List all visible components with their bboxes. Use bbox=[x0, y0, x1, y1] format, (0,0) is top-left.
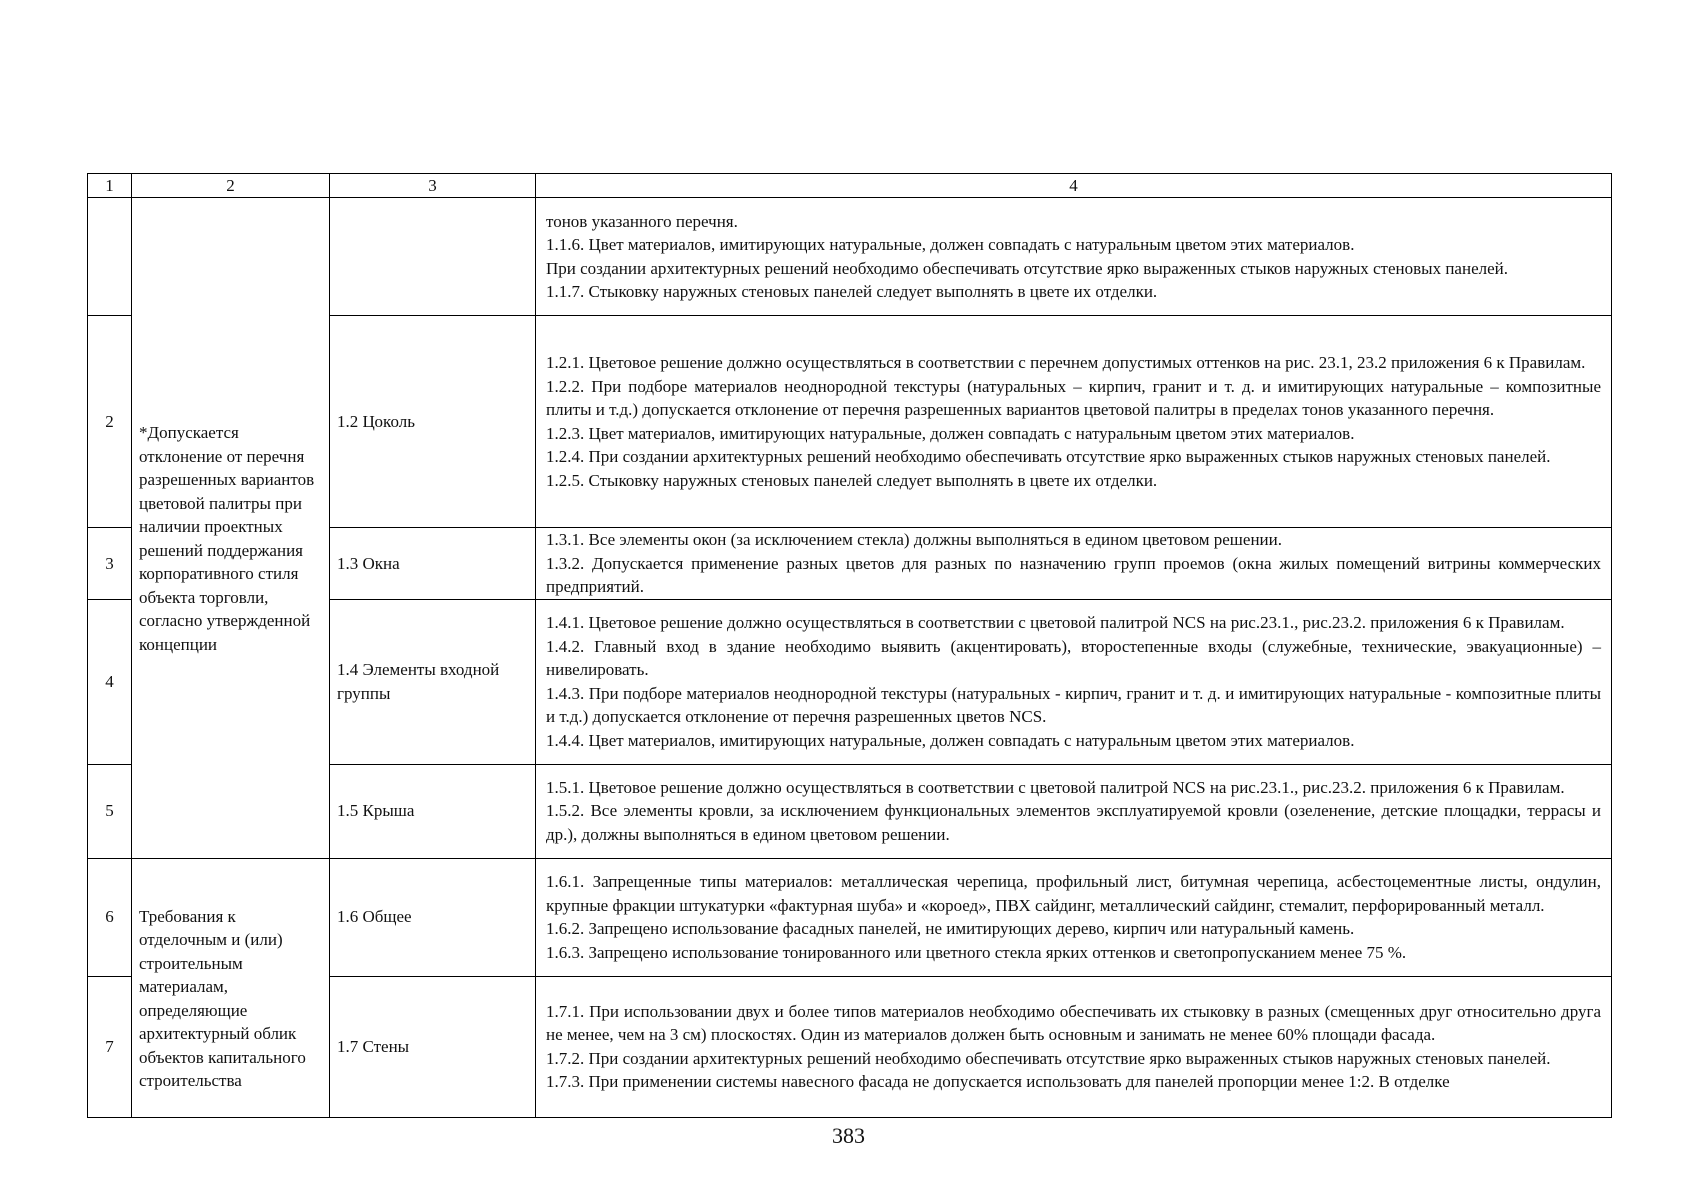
description-paragraph: 1.7.1. При использовании двух и более типов материалов необходимо обеспечивать их стыковку в разных (смещенных друг относительно друга не менее, чем на 3 см) плоскостях. Один из материалов должен быть основным и занимать не менее 60% площади фасада. bbox=[546, 1001, 1601, 1044]
row-number bbox=[88, 198, 132, 316]
group-requirement-cell: *Допускается отклонение от перечня разрешенных вариантов цветовой палитры при наличии проектных решений поддержания корпоративного стиля объекта торговли, согласно утвержденной концепции bbox=[132, 198, 330, 859]
description-paragraph: тонов указанного перечня. bbox=[546, 211, 738, 231]
group-requirement-cell: Требования к отделочным и (или) строительным материалам, определяющие архитектурный облик объектов капитального строительства bbox=[132, 858, 330, 1117]
row-number: 2 bbox=[88, 316, 132, 528]
description-paragraph: 1.2.2. При подборе материалов неоднородной текстуры (натуральных – кирпич, гранит и т. д. и имитирующих натуральные – композитные плиты и т.д.) допускается отклонение от перечня разрешенных вариантов цветовой палитры в пределах тонов указанного перечня. bbox=[546, 376, 1601, 419]
element-cell: 1.7 Стены bbox=[330, 976, 536, 1117]
description-cell bbox=[536, 858, 1612, 976]
description-paragraph: 1.3.1. Все элементы окон (за исключением стекла) должны выполняться в едином цветовом решении. bbox=[546, 530, 1282, 549]
description-paragraph: 1.2.4. При создании архитектурных решений необходимо обеспечивать отсутствие ярко выраженных стыков наружных стеновых панелей. bbox=[546, 447, 1551, 466]
description-paragraph: 1.2.1. Цветовое решение должно осуществляться в соответствии с перечнем допустимых оттенков на рис. 23.1, 23.2 приложения 6 к Правилам. bbox=[546, 353, 1586, 372]
row-number: 7 bbox=[88, 976, 132, 1117]
description-paragraph: 1.5.1. Цветовое решение должно осуществляться в соответствии с цветовой палитрой NCS на рис.23.1., рис.23.2. приложения 6 к Правилам. bbox=[546, 777, 1565, 797]
description-paragraph: 1.4.4. Цвет материалов, имитирующих натуральные, должен совпадать с натуральным цветом этих материалов. bbox=[546, 730, 1355, 750]
description-paragraph: 1.2.5. Стыковку наружных стеновых панелей следует выполнять в цвете их отделки. bbox=[546, 470, 1158, 490]
table-header-row bbox=[88, 174, 1612, 198]
row-number: 4 bbox=[88, 599, 132, 764]
element-cell: 1.5 Крыша bbox=[330, 764, 536, 858]
description-paragraph: 1.5.2. Все элементы кровли, за исключением функциональных элементов эксплуатируемой кровли (озеленение, детские площадки, террасы и др.), должны выполняться в едином цветовом решении. bbox=[546, 801, 1601, 844]
row-number: 5 bbox=[88, 764, 132, 858]
description-cell bbox=[536, 976, 1612, 1117]
element-cell: 1.4 Элементы входной группы bbox=[330, 599, 536, 764]
column-header: 2 bbox=[132, 174, 330, 198]
description-paragraph: При создании архитектурных решений необходимо обеспечивать отсутствие ярко выраженных стыков наружных стеновых панелей. bbox=[546, 258, 1508, 278]
row-number: 6 bbox=[88, 858, 132, 976]
requirements-table bbox=[87, 173, 1612, 1118]
element-cell: 1.2 Цоколь bbox=[330, 316, 536, 528]
description-paragraph: 1.3.2. Допускается применение разных цветов для разных по назначению групп проемов (окна жилых помещений витрины коммерческих предприятий. bbox=[546, 553, 1601, 596]
column-header: 4 bbox=[536, 174, 1612, 198]
description-paragraph: 1.1.7. Стыковку наружных стеновых панелей следует выполнять в цвете их отделки. bbox=[546, 282, 1158, 301]
description-paragraph: 1.2.3. Цвет материалов, имитирующих натуральные, должен совпадать с натуральным цветом этих материалов. bbox=[546, 423, 1355, 443]
description-cell bbox=[536, 599, 1612, 764]
column-header: 3 bbox=[330, 174, 536, 198]
column-header: 1 bbox=[88, 174, 132, 198]
element-cell: 1.3 Окна bbox=[330, 528, 536, 600]
element-cell bbox=[330, 198, 536, 316]
description-paragraph: 1.4.1. Цветовое решение должно осуществляться в соответствии с цветовой палитрой NCS на рис.23.1., рис.23.2. приложения 6 к Правилам. bbox=[546, 613, 1565, 632]
table-row bbox=[88, 198, 1612, 316]
description-paragraph: 1.6.1. Запрещенные типы материалов: металлическая черепица, профильный лист, битумная черепица, асбестоцементные листы, ондулин, крупные фракции штукатурки «фактурная шуба» и «короед», ПВХ сайдинг, металлический сайдинг, стемалит, перфорированный металл. bbox=[546, 872, 1601, 915]
description-cell bbox=[536, 198, 1612, 316]
element-cell: 1.6 Общее bbox=[330, 858, 536, 976]
description-paragraph: 1.6.2. Запрещено использование фасадных панелей, не имитирующих дерево, кирпич или натуральный камень. bbox=[546, 919, 1355, 938]
table-row bbox=[88, 858, 1612, 976]
description-paragraph: 1.7.2. При создании архитектурных решений необходимо обеспечивать отсутствие ярко выраженных стыков наружных стеновых панелей. bbox=[546, 1048, 1551, 1068]
description-cell bbox=[536, 528, 1612, 600]
description-paragraph: 1.1.6. Цвет материалов, имитирующих натуральные, должен совпадать с натуральным цветом этих материалов. bbox=[546, 235, 1355, 254]
description-paragraph: 1.4.3. При подборе материалов неоднородной текстуры (натуральных - кирпич, гранит и т. д. и имитирующих натуральные - композитные плиты и т.д.) допускается отклонение от перечня разрешенных цветов NCS. bbox=[546, 683, 1601, 726]
row-number: 3 bbox=[88, 528, 132, 600]
description-paragraph: 1.7.3. При применении системы навесного фасада не допускается использовать для панелей пропорции менее 1:2. В отделке bbox=[546, 1072, 1450, 1091]
description-cell bbox=[536, 316, 1612, 528]
page-number: 383 bbox=[832, 1123, 865, 1148]
description-cell bbox=[536, 764, 1612, 858]
description-paragraph: 1.6.3. Запрещено использование тонированного или цветного стекла ярких оттенков и светопропусканием менее 75 %. bbox=[546, 942, 1407, 962]
description-paragraph: 1.4.2. Главный вход в здание необходимо выявить (акцентировать), второстепенные входы (служебные, технические, эвакуационные) – нивелировать. bbox=[546, 636, 1601, 679]
